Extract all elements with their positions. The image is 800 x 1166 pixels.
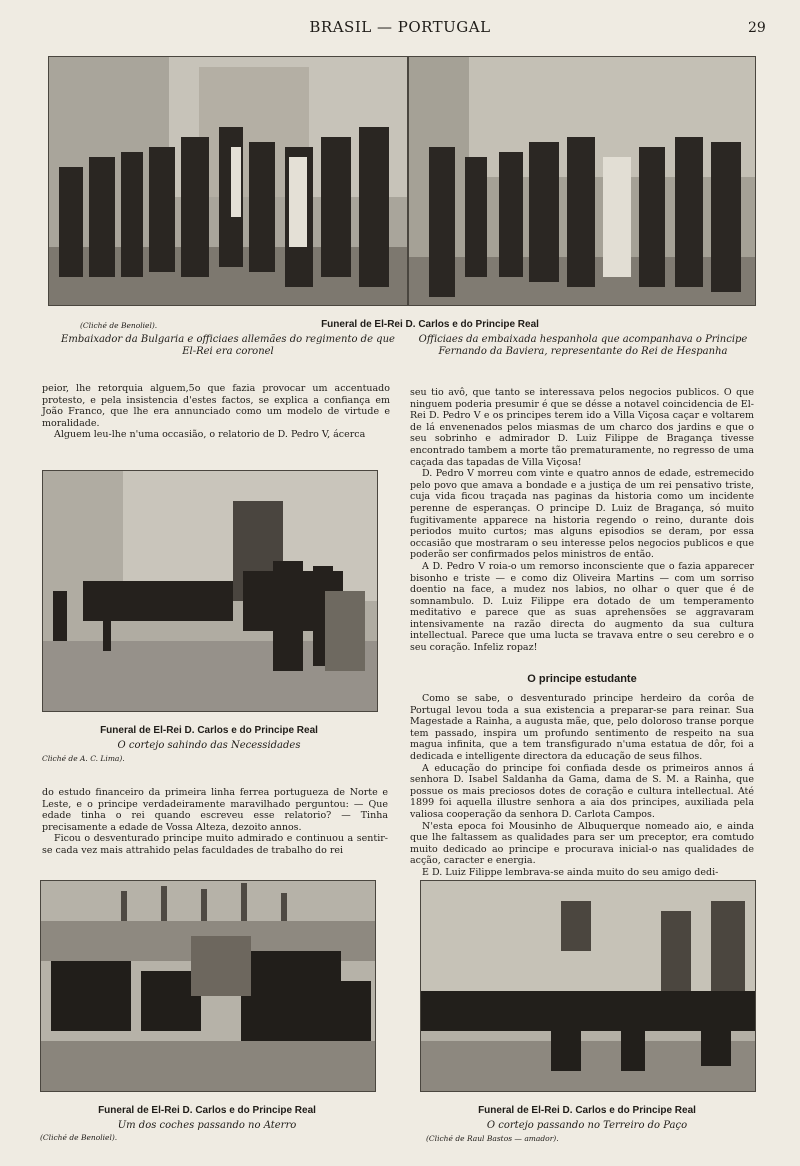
paragraph: Ficou o desventurado principe muito admirado e continuou a sentir-se cada vez mais attrahido pelas faculdades de trabalho do rei [42, 833, 388, 856]
paragraph: seu tio avô, que tanto se interessava pelos negocios publicos. O que ninguem poderia presumir é que se désse a notavel coincidencia de El-Rei D. Pedro V e os principes terem ido a Villa Viçosa caçar e voltarem de lá envenenados pelos miasmas de um charco dos jardins e que o seu sobrinho e admirador D. Luiz Filippe de Bragança tivesse encontrado tambem a morte tão prematuramente, no regresso de uma caçada das tapadas de Villa Viçosa! [410, 387, 754, 468]
photo4-caption: O cortejo passando no Terreiro do Paço [486, 1120, 688, 1131]
photo-bulgarian-embassy [48, 56, 408, 306]
photo2-credit: Cliché de A. C. Lima). [42, 754, 125, 763]
photo3-credit: (Cliché de Benoliel). [40, 1133, 118, 1142]
paragraph: N'esta epoca foi Mousinho de Albuquerque nomeado aio, e ainda que lhe faltassem as qualidades para ser um preceptor, era comtudo muito dedicado ao principe e procurava inicial-o nas qualidades de acção, caracter e energia. [410, 820, 754, 867]
page-number: 29 [748, 20, 766, 36]
paragraph: Como se sabe, o desventurado principe herdeiro da corôa de Portugal levou toda a sua existencia a preparar-se para reinar. Sua Magestade a Rainha, a augusta mãe, que, pelo doloroso transe porque tem passado, inspira um profundo sentimento de respeito na sua magua infinita, que a tem transfigurado n'uma estatua de dôr, foi a dedicada e intelligente directora da educação de seus filhos. [410, 693, 754, 762]
photo1-title: Funeral de El-Rei D. Carlos e do Principe Real [321, 319, 539, 330]
photo4-title: Funeral de El-Rei D. Carlos e do Principe Real [478, 1105, 696, 1116]
photo3-caption: Um dos coches passando no Aterro [117, 1120, 297, 1131]
paragraph: Alguem leu-lhe n'uma occasião, o relatorio de D. Pedro V, ácerca [54, 429, 366, 441]
photo-spanish-embassy [408, 56, 756, 306]
paragraph: do estudo financeiro da primeira linha ferrea portugueza de Norte e Leste, e o principe verdadeiramente maravilhado perguntou: — Que edade tinha o rei quando escreveu esse relatorio? — Tinha precisamente a edade de Vossa Alteza, dezoito annos. [42, 787, 388, 833]
photo4-credit: (Cliché de Raul Bastos — amador). [426, 1134, 559, 1143]
photo-terreiro-do-paco [420, 880, 756, 1092]
paragraph: E D. Luiz Filippe lembrava-se ainda muito do seu amigo dedi- [422, 866, 719, 878]
photo1-caption-right: Officiaes da embaixada hespanhola que acompanhava o Principe Fernando da Baviera, representante do Rei de Hespanha [418, 334, 748, 357]
photo1-credit: (Cliché de Benoliel). [80, 321, 158, 330]
paragraph: peior, lhe retorquia alguem,5o que fazia provocar um accentuado protesto, e pela insistencia d'estes factos, se explica a confiança em João Franco, que lhe era annunciado como um modelo de virtude e moralidade. [42, 383, 390, 429]
text-right-top [410, 387, 754, 654]
text-left-top [42, 383, 390, 441]
photo3-title: Funeral de El-Rei D. Carlos e do Principe Real [98, 1105, 316, 1116]
paragraph: A D. Pedro V roia-o um remorso inconsciente que o fazia apparecer bisonho e triste — e como diz Oliveira Martins — com um sorriso doentio na face, a mudez nos labios, no olhar o quer que é de somnambulo. D. Luiz Filippe era dotado de um temperamento meditativo e parece que as suas aprehensões se aggravaram intensivamente na razão directa do augmento da sua cultura intellectual. Parece que uma lucta se travava entre o seu cerebro e o seu coração. Infeliz ropaz! [410, 560, 754, 654]
photo-coach-aterro [40, 880, 376, 1092]
photo2-title: Funeral de El-Rei D. Carlos e do Principe Real [100, 725, 318, 736]
paragraph: A educação do principe foi confiada desde os primeiros annos á senhora D. Isabel Saldanha da Gama, dama de S. M. a Rainha, que possue os mais preciosos dotes de coração e cultura intellectual. Até 1899 foi aquella illustre senhora a aia dos principes, auxiliada pela valiosa cooperação da senhora D. Carlota Campos. [410, 762, 754, 820]
photo-procession-necessidades [42, 470, 378, 712]
photo1-caption-left: Embaixador da Bulgaria e officiaes allemães do regimento de que El-Rei era coronel [61, 334, 395, 357]
text-left-bottom [42, 787, 388, 857]
photo2-caption: O cortejo sahindo das Necessidades [117, 740, 301, 751]
paragraph: D. Pedro V morreu com vinte e quatro annos de edade, estremecido pelo povo que amava a bondade e a justiça de um rei pensativo triste, cuja vida ficou traçada nas paginas da historia como um incidente perenne de esperanças. O principe D. Luiz de Bragança, só muito fugitivamente apparece na historia regendo o reino, durante dois periodos muito curtos; mas alguns episodios se deram, por essa occasião que mostraram o seu interesse pelos negocios publicos e que poderão ser confirmados pelos ministros de então. [410, 468, 754, 561]
section-heading: O principe estudante [527, 673, 637, 685]
text-right-bottom [410, 693, 754, 879]
running-title: BRASIL — PORTUGAL [309, 18, 491, 36]
